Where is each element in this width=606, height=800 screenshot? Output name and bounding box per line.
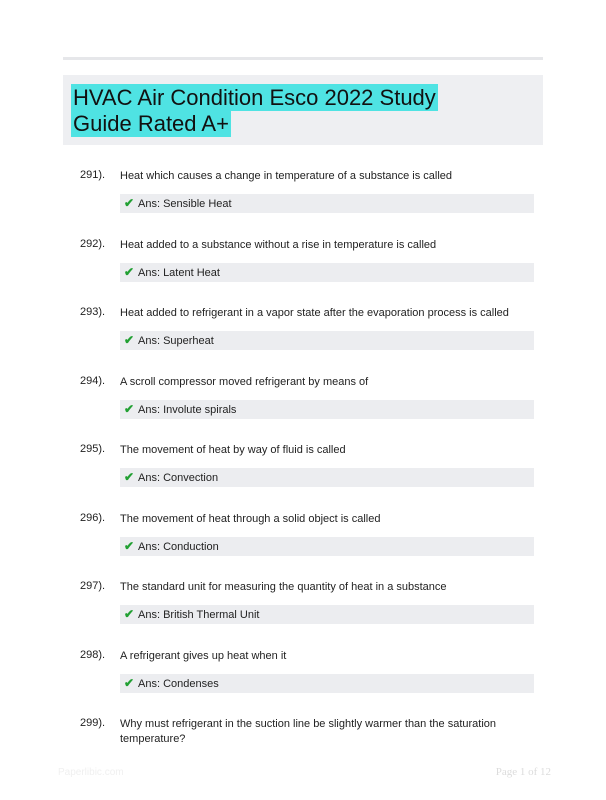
footer-source: Paperlibic.com bbox=[58, 767, 124, 778]
answer-box bbox=[120, 537, 534, 556]
page-number: Page 1 of 12 bbox=[495, 766, 551, 778]
qa-item bbox=[80, 648, 540, 717]
question-text: Why must refrigerant in the suction line be slightly warmer than the saturation temperature? bbox=[120, 718, 497, 745]
question-text: The movement of heat by way of fluid is called bbox=[120, 444, 346, 456]
question-number: 298). bbox=[80, 648, 106, 661]
top-rule bbox=[63, 57, 543, 60]
answer-text: Ans: Superheat bbox=[138, 335, 214, 347]
qa-item bbox=[80, 374, 540, 443]
question-number: 295). bbox=[80, 443, 106, 455]
qa-item bbox=[80, 442, 540, 511]
document-title-text: HVAC Air Condition Esco 2022 Study Guide Rated A+ bbox=[73, 85, 436, 136]
answer-box bbox=[120, 194, 534, 213]
question-list bbox=[80, 168, 540, 785]
check-icon: ✔ bbox=[124, 401, 135, 416]
qa-item bbox=[80, 305, 540, 374]
question-text: The standard unit for measuring the quantity of heat in a substance bbox=[120, 581, 447, 593]
qa-item bbox=[80, 237, 540, 306]
qa-item bbox=[80, 579, 540, 648]
question-text: Heat added to a substance without a rise in temperature is called bbox=[120, 238, 437, 251]
qa-item bbox=[80, 716, 540, 785]
check-icon: ✔ bbox=[124, 333, 135, 347]
question-text: A scroll compressor moved refrigerant by means of bbox=[120, 375, 369, 388]
answer-box bbox=[120, 605, 534, 624]
question-number: 291). bbox=[80, 169, 106, 181]
answer-box bbox=[120, 400, 534, 419]
question-number: 292). bbox=[80, 237, 106, 250]
question-text: Heat which causes a change in temperature of a substance is called bbox=[120, 170, 453, 182]
question-number: 299). bbox=[80, 717, 106, 729]
check-icon: ✔ bbox=[124, 675, 135, 690]
answer-text: Ans: Condenses bbox=[138, 677, 219, 690]
answer-text: Ans: Convection bbox=[138, 472, 219, 484]
qa-item bbox=[80, 168, 540, 237]
answer-box bbox=[120, 263, 534, 282]
check-icon: ✔ bbox=[124, 196, 135, 210]
check-icon: ✔ bbox=[124, 470, 135, 484]
document-title bbox=[71, 85, 491, 137]
question-number: 293). bbox=[80, 306, 106, 318]
answer-box bbox=[120, 331, 534, 350]
question-text: Heat added to refrigerant in a vapor state after the evaporation process is called bbox=[120, 307, 509, 319]
check-icon: ✔ bbox=[124, 264, 135, 279]
question-text: The movement of heat through a solid object is called bbox=[120, 512, 381, 525]
check-icon: ✔ bbox=[124, 538, 135, 553]
question-number: 294). bbox=[80, 374, 106, 387]
question-number: 296). bbox=[80, 511, 106, 524]
answer-box bbox=[120, 468, 534, 487]
answer-text: Ans: British Thermal Unit bbox=[138, 609, 260, 621]
answer-text: Ans: Latent Heat bbox=[138, 266, 220, 279]
answer-box bbox=[120, 674, 534, 693]
question-number: 297). bbox=[80, 580, 106, 592]
qa-item bbox=[80, 511, 540, 580]
answer-text: Ans: Sensible Heat bbox=[138, 198, 232, 210]
check-icon: ✔ bbox=[124, 607, 135, 621]
title-banner bbox=[63, 75, 543, 145]
answer-text: Ans: Involute spirals bbox=[138, 403, 237, 416]
question-text: A refrigerant gives up heat when it bbox=[120, 649, 287, 662]
answer-text: Ans: Conduction bbox=[138, 540, 219, 553]
